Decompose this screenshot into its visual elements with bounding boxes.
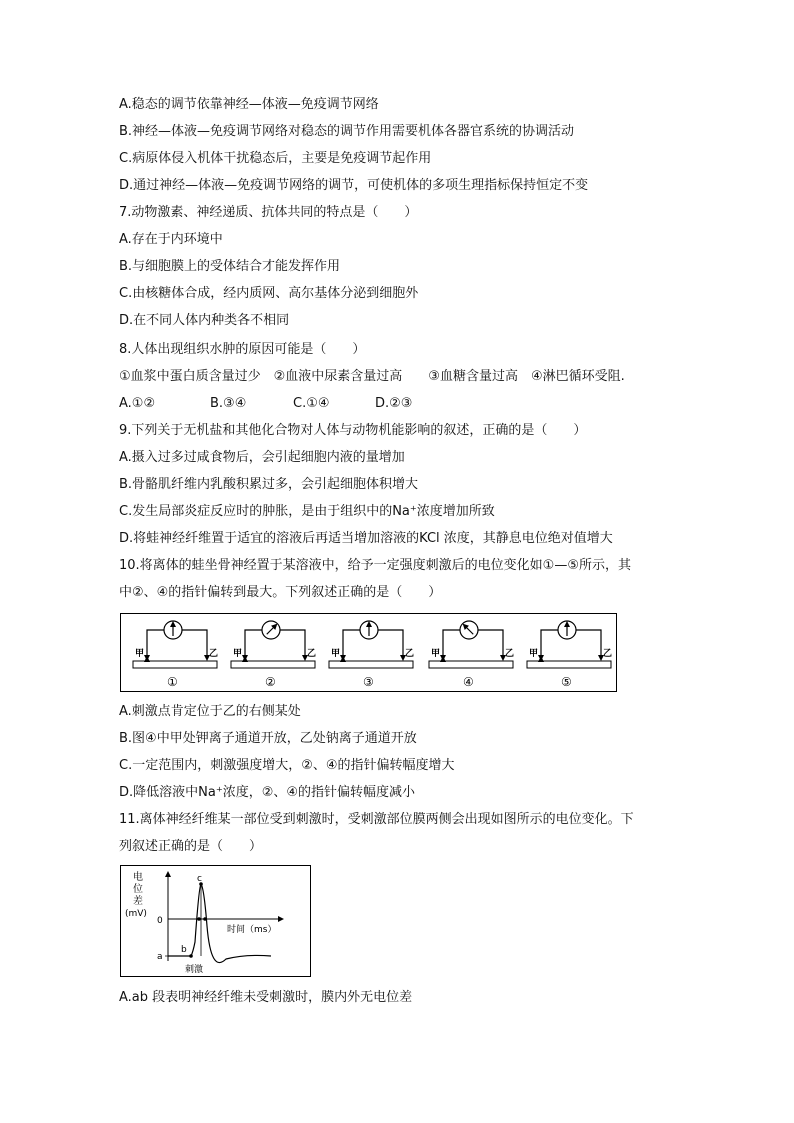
galvanometer-panel-5 bbox=[527, 621, 612, 689]
label-yi: 乙 bbox=[405, 649, 415, 659]
left-electrode-tip bbox=[242, 655, 248, 661]
left-electrode-wire bbox=[443, 630, 460, 659]
galvanometer-diagram bbox=[121, 614, 616, 691]
nerve-fiber bbox=[429, 661, 513, 668]
left-electrode-tip bbox=[144, 655, 150, 661]
point-b-label: b bbox=[181, 945, 187, 955]
q10-option-a: A.刺激点肯定位于乙的右侧某处 bbox=[119, 704, 301, 719]
point-b-dot bbox=[189, 954, 193, 958]
q7-option-a: A.存在于内环境中 bbox=[119, 232, 223, 247]
cross-down-dot bbox=[203, 917, 207, 921]
label-jia: 甲 bbox=[135, 649, 145, 659]
right-electrode-wire bbox=[576, 630, 601, 659]
left-electrode-wire bbox=[147, 630, 164, 659]
label-yi: 乙 bbox=[603, 649, 613, 659]
q9-stem: 9.下列关于无机盐和其他化合物对人体与动物机能影响的叙述，正确的是（ ） bbox=[119, 423, 587, 438]
action-potential-graph bbox=[121, 866, 310, 976]
galvanometer-panel-4 bbox=[429, 621, 514, 689]
q10-option-d: D.降低溶液中Na⁺浓度，②、④的指针偏转幅度减小 bbox=[119, 785, 416, 800]
ylabel-unit: (mV) bbox=[125, 909, 147, 919]
q6-option-b: B.神经—体液—免疫调节网络对稳态的调节作用需要机体各器官系统的协调活动 bbox=[119, 124, 575, 139]
zero-label: 0 bbox=[157, 916, 163, 926]
left-electrode-wire bbox=[245, 630, 262, 659]
label-jia: 甲 bbox=[529, 649, 539, 659]
q8-option-a: A.①② bbox=[119, 396, 156, 411]
q6-option-a: A.稳态的调节依靠神经—体液—免疫调节网络 bbox=[119, 97, 379, 112]
label-yi: 乙 bbox=[209, 649, 219, 659]
q9-option-c: C.发生局部炎症反应时的肿胀，是由于组织中的Na⁺浓度增加所致 bbox=[119, 504, 495, 519]
q8-option-b: B.③④ bbox=[210, 396, 247, 411]
panel-number: ① bbox=[167, 675, 178, 689]
q7-option-b: B.与细胞膜上的受体结合才能发挥作用 bbox=[119, 259, 341, 274]
point-a-label: a bbox=[157, 952, 163, 962]
panel-number: ② bbox=[265, 675, 276, 689]
q6-option-c: C.病原体侵入机体干扰稳态后，主要是免疫调节起作用 bbox=[119, 151, 432, 166]
point-c-label: c bbox=[197, 874, 202, 884]
nerve-fiber bbox=[527, 661, 611, 668]
q10-stem-line1: 10.将离体的蛙坐骨神经置于某溶液中，给予一定强度刺激后的电位变化如①—⑤所示，其 bbox=[119, 558, 631, 573]
cross-up-dot bbox=[197, 917, 201, 921]
ylabel-char-3: 差 bbox=[133, 896, 143, 907]
q8-option-d: D.②③ bbox=[375, 396, 413, 411]
left-electrode-wire bbox=[343, 630, 360, 659]
nerve-fiber bbox=[329, 661, 413, 668]
label-jia: 甲 bbox=[331, 649, 341, 659]
right-electrode-wire bbox=[478, 630, 503, 659]
q11-stem-line2: 列叙述正确的是（ ） bbox=[119, 839, 263, 854]
label-yi: 乙 bbox=[505, 649, 515, 659]
q7-option-c: C.由核糖体合成，经内质网、高尔基体分泌到细胞外 bbox=[119, 286, 419, 301]
galvanometer-figure bbox=[120, 613, 617, 692]
q7-option-d: D.在不同人体内种类各不相同 bbox=[119, 313, 290, 328]
xlabel: 时间（ms） bbox=[227, 925, 277, 935]
q10-option-c: C.一定范围内，刺激强度增大，②、④的指针偏转幅度增大 bbox=[119, 758, 455, 773]
galvanometer-panel-3 bbox=[329, 621, 414, 689]
right-electrode-wire bbox=[280, 630, 305, 659]
left-electrode-tip bbox=[538, 655, 544, 661]
q11-option-a: A.ab 段表明神经纤维未受刺激时，膜内外无电位差 bbox=[119, 990, 413, 1005]
galvanometer-panel-2 bbox=[231, 621, 316, 689]
q10-stem-line2: 中②、④的指针偏转到最大。下列叙述正确的是（ ） bbox=[119, 585, 442, 600]
left-electrode-tip bbox=[440, 655, 446, 661]
q7-stem: 7.动物激素、神经递质、抗体共同的特点是（ ） bbox=[119, 205, 418, 220]
left-electrode-tip bbox=[340, 655, 346, 661]
q8-stem: 8.人体出现组织水肿的原因可能是（ ） bbox=[119, 342, 366, 357]
label-jia: 甲 bbox=[431, 649, 441, 659]
action-potential-figure bbox=[120, 865, 311, 977]
q9-option-b: B.骨骼肌纤维内乳酸积累过多，会引起细胞体积增大 bbox=[119, 477, 419, 492]
stimulus-label: 刺激 bbox=[185, 965, 204, 975]
panel-number: ⑤ bbox=[561, 675, 572, 689]
panel-number: ④ bbox=[463, 675, 474, 689]
q9-option-d: D.将蛙神经纤维置于适宜的溶液后再适当增加溶液的KCl 浓度，其静息电位绝对值增大 bbox=[119, 531, 613, 546]
label-jia: 甲 bbox=[233, 649, 243, 659]
right-electrode-wire bbox=[378, 630, 403, 659]
right-electrode-wire bbox=[182, 630, 207, 659]
q8-option-c: C.①④ bbox=[293, 396, 330, 411]
q8-items: ①血浆中蛋白质含量过少 ②血液中尿素含量过高 ③血糖含量过高 ④淋巴循环受阻. bbox=[119, 369, 625, 384]
q6-option-d: D.通过神经—体液—免疫调节网络的调节，可使机体的多项生理指标保持恒定不变 bbox=[119, 178, 589, 193]
ylabel-char-1: 电 bbox=[133, 872, 143, 883]
q10-option-b: B.图④中甲处钾离子通道开放，乙处钠离子通道开放 bbox=[119, 731, 417, 746]
nerve-fiber bbox=[133, 661, 217, 668]
q11-stem-line1: 11.离体神经纤维某一部位受到刺激时，受刺激部位膜两侧会出现如图所示的电位变化。下 bbox=[119, 812, 634, 827]
q9-option-a: A.摄入过多过咸食物后，会引起细胞内液的量增加 bbox=[119, 450, 405, 465]
panel-number: ③ bbox=[363, 675, 374, 689]
left-electrode-wire bbox=[541, 630, 558, 659]
label-yi: 乙 bbox=[307, 649, 317, 659]
galvanometer-panel-1 bbox=[133, 621, 218, 689]
nerve-fiber bbox=[231, 661, 315, 668]
ylabel-char-2: 位 bbox=[133, 884, 143, 895]
